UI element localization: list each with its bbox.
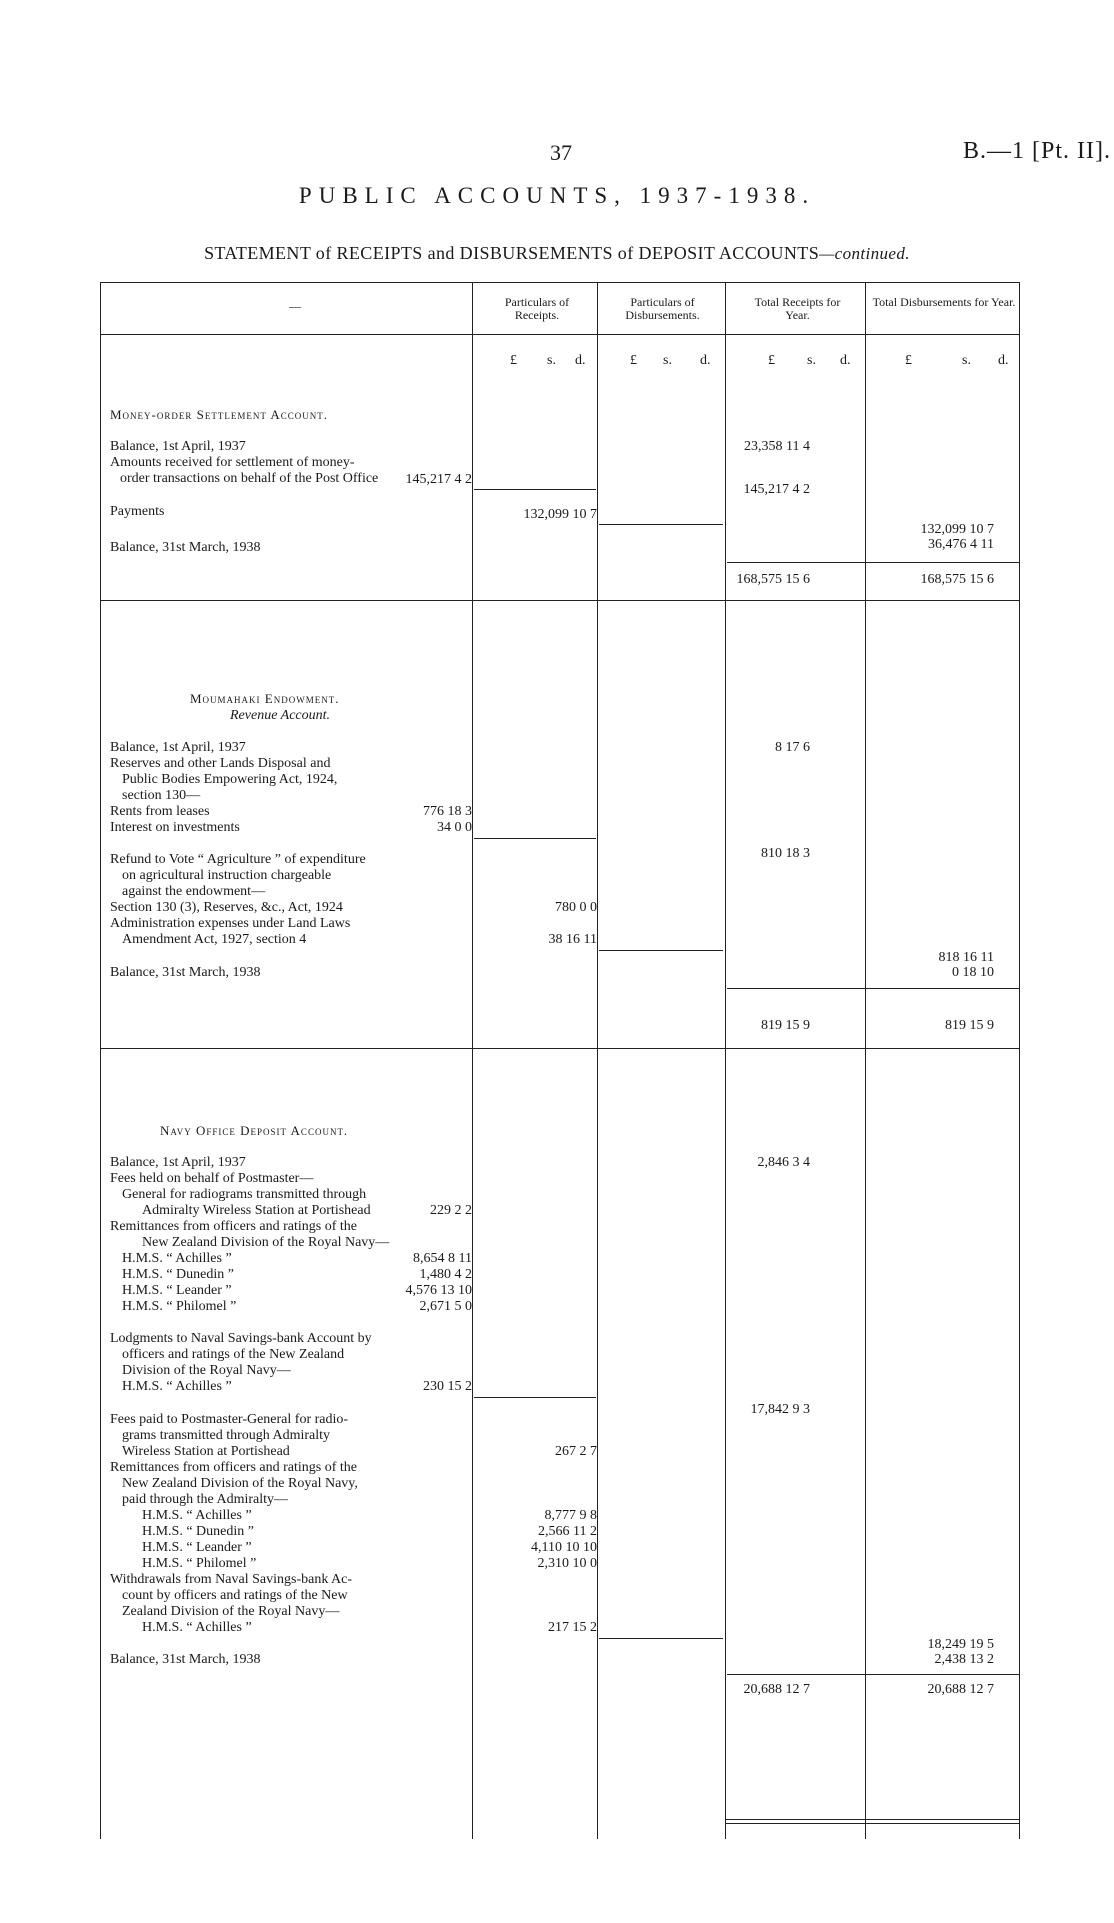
nv-total-receipts-sum: 20,688 12 7 xyxy=(743,1682,810,1697)
mo-total-receipts-amounts: 145,217 4 2 xyxy=(743,482,810,497)
nv-line-11: Lodgments to Naval Savings-bank Account by xyxy=(110,1331,372,1346)
nv-disbursement-fees: 267 2 7 xyxy=(555,1444,597,1459)
mm-total-receipts-amounts: 810 18 3 xyxy=(761,846,810,861)
mo-payments: Payments xyxy=(110,504,165,519)
nv-disbursement-dunedin: 2,566 11 2 xyxy=(538,1524,597,1539)
col-header-total-receipts: Total Receipts for Year. xyxy=(754,295,841,322)
nv-line-19: New Zealand Division of the Royal Navy, xyxy=(122,1476,358,1491)
nv-receipt-lodgments: 230 15 2 xyxy=(423,1379,472,1394)
mo-disbursement-underline xyxy=(599,524,723,525)
mm-line-13: Balance, 31st March, 1938 xyxy=(110,965,261,980)
col-divider-3 xyxy=(725,282,726,1839)
nv-receipt-fees: 229 2 2 xyxy=(430,1203,472,1218)
mo-total-disbursements-sum: 168,575 15 6 xyxy=(920,572,994,587)
mm-line-7: Refund to Vote “ Agriculture ” of expenditure xyxy=(110,852,366,867)
section-rule-2 xyxy=(100,1048,1020,1049)
nv-line-9: H.M.S. “ Leander ” xyxy=(122,1283,232,1298)
nv-total-disbursements-balance: 2,438 13 2 xyxy=(934,1652,994,1667)
table-bottom-rule xyxy=(725,1819,1020,1820)
mm-line-2: Reserves and other Lands Disposal and xyxy=(110,756,331,771)
col-divider-2 xyxy=(597,282,598,1839)
shilling-label-2: s. xyxy=(663,353,672,368)
pence-label-4: d. xyxy=(998,353,1009,368)
nv-line-15: Fees paid to Postmaster-General for radio- xyxy=(110,1412,349,1427)
nv-line-24: H.M.S. “ Philomel ” xyxy=(142,1556,257,1571)
nv-line-23: H.M.S. “ Leander ” xyxy=(142,1540,252,1555)
nv-receipt-leander: 4,576 13 10 xyxy=(405,1283,472,1298)
mo-total-receipts-balance: 23,358 11 4 xyxy=(744,439,810,454)
shilling-label-3: s. xyxy=(807,353,816,368)
table-top-rule xyxy=(100,282,1020,283)
table-bottom-rule-2 xyxy=(725,1823,1020,1824)
nv-disbursement-leander: 4,110 10 10 xyxy=(531,1540,597,1555)
mo-amounts-received-2: order transactions on behalf of the Post Office xyxy=(120,471,379,486)
mm-line-11: Administration expenses under Land Laws xyxy=(110,916,351,931)
table-left-rule xyxy=(100,282,101,1839)
statement-subtitle xyxy=(0,243,1114,264)
mm-total-receipts-balance: 8 17 6 xyxy=(775,740,810,755)
nv-receipt-dunedin: 1,480 4 2 xyxy=(419,1267,472,1282)
page-number: 37 xyxy=(550,140,572,165)
nv-line-4: Admiralty Wireless Station at Portishead xyxy=(142,1203,371,1218)
table-right-rule xyxy=(1019,282,1020,1839)
nv-line-10: H.M.S. “ Philomel ” xyxy=(122,1299,237,1314)
nv-line-7: H.M.S. “ Achilles ” xyxy=(122,1251,232,1266)
nv-total-receipts-balance: 2,846 3 4 xyxy=(757,1155,810,1170)
document-code: B.—1 [Pt. II]. xyxy=(963,138,1111,164)
table-header-rule xyxy=(100,334,1020,335)
section-rule-1 xyxy=(100,600,1020,601)
nv-line-26: count by officers and ratings of the New xyxy=(122,1588,348,1603)
mm-receipt-rents: 776 18 3 xyxy=(423,804,472,819)
mo-total-disbursements-balance: 36,476 4 11 xyxy=(928,537,994,552)
navy-heading: Navy Office Deposit Account. xyxy=(160,1123,349,1138)
mm-receipt-interest: 34 0 0 xyxy=(437,820,472,835)
moumahaki-heading: Moumahaki Endowment. xyxy=(190,691,340,706)
mm-line-4: section 130— xyxy=(122,788,201,803)
nv-line-20: paid through the Admiralty— xyxy=(122,1492,289,1507)
page-title: PUBLIC ACCOUNTS, 1937-1938. xyxy=(298,183,816,208)
mm-line-3: Public Bodies Empowering Act, 1924, xyxy=(122,772,338,787)
nv-line-1: Balance, 1st April, 1937 xyxy=(110,1155,246,1170)
nv-disbursement-philomel: 2,310 10 0 xyxy=(537,1556,597,1571)
nv-total-disbursements-items: 18,249 19 5 xyxy=(927,1637,994,1652)
accounts-table xyxy=(100,282,1020,1839)
mm-line-1: Balance, 1st April, 1937 xyxy=(110,740,246,755)
nv-line-29: Balance, 31st March, 1938 xyxy=(110,1652,261,1667)
mo-balance-march: Balance, 31st March, 1938 xyxy=(110,540,261,555)
nv-total-rule xyxy=(727,1674,1019,1675)
pound-label-2: £ xyxy=(630,353,637,368)
col-header-receipts: Particulars of Receipts. xyxy=(504,295,570,322)
mm-total-receipts-sum: 819 15 9 xyxy=(761,1018,810,1033)
nv-disbursement-underline xyxy=(599,1638,723,1639)
mo-receipt-underline xyxy=(474,489,596,490)
mo-total-receipts-sum: 168,575 15 6 xyxy=(736,572,810,587)
nv-line-12: officers and ratings of the New Zealand xyxy=(122,1347,345,1362)
mm-total-rule xyxy=(727,988,1019,989)
mo-receipt-amount: 145,217 4 2 xyxy=(405,472,472,487)
subtitle-main: STATEMENT of RECEIPTS and DISBURSEMENTS of DEPOSIT ACCOUNTS xyxy=(204,243,820,263)
nv-disbursement-withdrawals: 217 15 2 xyxy=(548,1620,597,1635)
mo-total-disbursements-payments: 132,099 10 7 xyxy=(920,522,994,537)
nv-disbursement-achilles: 8,777 9 8 xyxy=(544,1508,597,1523)
mm-total-disbursements-sum: 819 15 9 xyxy=(945,1018,994,1033)
nv-line-14: H.M.S. “ Achilles ” xyxy=(122,1379,232,1394)
col-header-total-disbursements: Total Disbursements for Year. xyxy=(872,295,1016,309)
shilling-label-4: s. xyxy=(962,353,971,368)
nv-line-21: H.M.S. “ Achilles ” xyxy=(142,1508,252,1523)
mm-line-10: Section 130 (3), Reserves, &c., Act, 1924 xyxy=(110,900,343,915)
col-header-disbursements: Particulars of Disbursements. xyxy=(625,295,700,322)
col-divider-1 xyxy=(472,282,473,1839)
nv-line-2: Fees held on behalf of Postmaster— xyxy=(110,1171,314,1186)
nv-line-17: Wireless Station at Portishead xyxy=(122,1444,290,1459)
moumahaki-subheading: Revenue Account. xyxy=(230,708,331,723)
pound-label-3: £ xyxy=(768,353,775,368)
nv-receipt-achilles: 8,654 8 11 xyxy=(413,1251,472,1266)
col-divider-4 xyxy=(865,282,866,1839)
subtitle-continued: —continued. xyxy=(819,244,910,263)
pound-label-1: £ xyxy=(510,353,517,368)
nv-line-28: H.M.S. “ Achilles ” xyxy=(142,1620,252,1635)
mm-disbursement-refund: 780 0 0 xyxy=(555,900,597,915)
mm-line-8: on agricultural instruction chargeable xyxy=(122,868,332,883)
col-header-dash: — xyxy=(289,299,301,313)
nv-line-18: Remittances from officers and ratings of the xyxy=(110,1460,357,1475)
nv-line-13: Division of the Royal Navy— xyxy=(122,1363,291,1378)
nv-line-8: H.M.S. “ Dunedin ” xyxy=(122,1267,234,1282)
mm-line-6: Interest on investments xyxy=(110,820,240,835)
nv-total-receipts-amounts: 17,842 9 3 xyxy=(750,1402,810,1417)
pence-label-2: d. xyxy=(700,353,711,368)
mo-balance-april: Balance, 1st April, 1937 xyxy=(110,439,246,454)
mo-total-rule xyxy=(727,562,1019,563)
nv-line-6: New Zealand Division of the Royal Navy— xyxy=(142,1235,390,1250)
nv-line-25: Withdrawals from Naval Savings-bank Ac- xyxy=(110,1572,353,1587)
mm-total-disbursements-items: 818 16 11 xyxy=(938,950,994,965)
nv-total-disbursements-sum: 20,688 12 7 xyxy=(927,1682,994,1697)
mo-disbursement-amount: 132,099 10 7 xyxy=(523,507,597,522)
mm-receipt-underline xyxy=(474,838,596,839)
pound-label-4: £ xyxy=(905,353,912,368)
pence-label-3: d. xyxy=(840,353,851,368)
nv-line-22: H.M.S. “ Dunedin ” xyxy=(142,1524,254,1539)
mm-disbursement-underline xyxy=(599,950,723,951)
pence-label-1: d. xyxy=(575,353,586,368)
nv-line-27: Zealand Division of the Royal Navy— xyxy=(122,1604,340,1619)
mm-line-12: Amendment Act, 1927, section 4 xyxy=(122,932,307,947)
nv-line-16: grams transmitted through Admiralty xyxy=(122,1428,331,1443)
mm-line-9: against the endowment— xyxy=(122,884,266,899)
nv-receipt-philomel: 2,671 5 0 xyxy=(419,1299,472,1314)
mm-line-5: Rents from leases xyxy=(110,804,210,819)
shilling-label-1: s. xyxy=(547,353,556,368)
money-order-heading: Money-order Settlement Account. xyxy=(110,407,329,422)
nv-line-3: General for radiograms transmitted through xyxy=(122,1187,367,1202)
mm-total-disbursements-balance: 0 18 10 xyxy=(952,965,994,980)
nv-receipt-underline xyxy=(474,1397,596,1398)
mo-amounts-received-1: Amounts received for settlement of money- xyxy=(110,455,355,470)
mm-disbursement-admin: 38 16 11 xyxy=(548,932,597,947)
nv-line-5: Remittances from officers and ratings of the xyxy=(110,1219,357,1234)
